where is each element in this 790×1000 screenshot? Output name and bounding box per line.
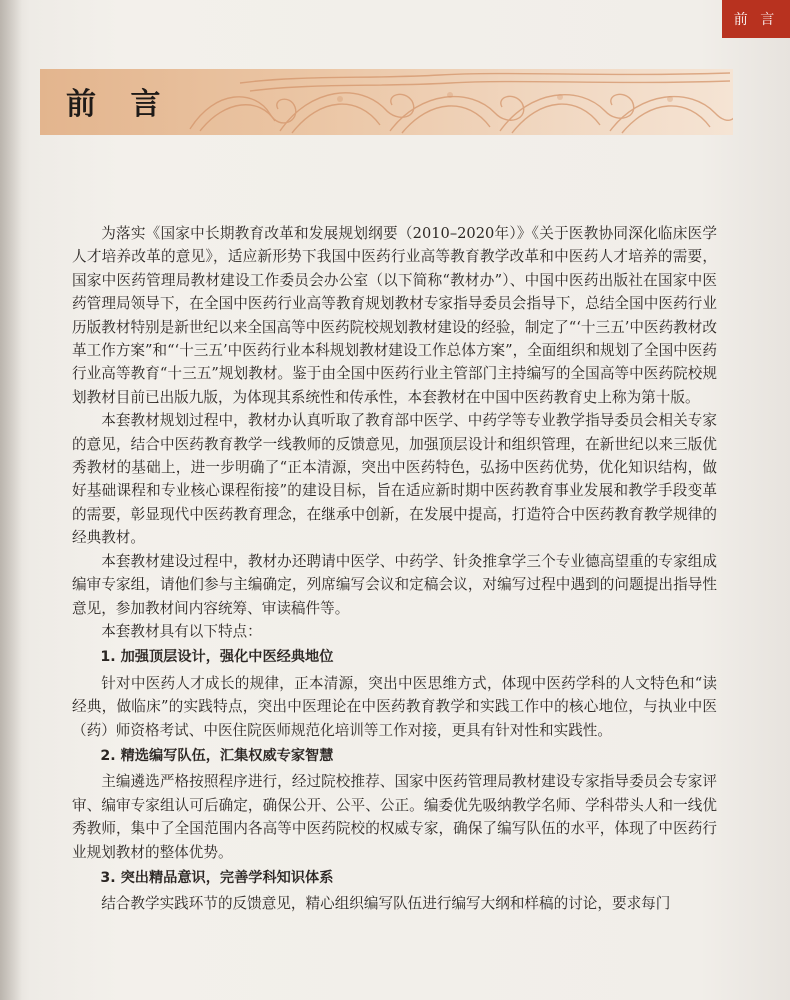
section-heading: 1. 加强顶层设计，强化中医经典地位 [100, 649, 334, 666]
body-text [72, 222, 717, 916]
paragraph: 本套教材建设过程中，教材办还聘请中医学、中药学、针灸推拿学三个专业德高望重的专家组成编审专家组，请他们参与主编确定，列席编写会议和定稿会议，对编写过程中遇到的问题提出指导性意见，参加教材间内容统筹、审读稿件等。 [72, 552, 717, 617]
paragraph: 为落实《国家中长期教育改革和发展规划纲要（2010–2020年）》《关于医教协同深化临床医学人才培养改革的意见》，适应新形势下我国中医药行业高等教育教学改革和中医药人才培养的需要，国家中医药管理局教材建设工作委员会办公室（以下简称“教材办”）、中国中医药出版社在国家中医药管理局领导下，在全国中医药行业高等教育规划教材专家指导委员会指导下，总结全国中医药行业历版教材特别是新世纪以来全国高等中医药院校规划教材建设的经验，制定了“‘十三五’中医药教材改革工作方案”和“‘十三五’中医药行业本科规划教材建设工作总体方案”，全面组织和规划了全国中医药行业高等教育“十三五”规划教材。鉴于由全国中医药行业主管部门主持编写的全国高等中医药院校规划教材目前已出版九版，为体现其系统性和传承性，本套教材在中国中医药教育史上称为第十版。 [72, 225, 717, 406]
section-heading: 3. 突出精品意识，完善学科知识体系 [100, 869, 334, 886]
section-heading: 2. 精选编写队伍，汇集权威专家智慧 [100, 747, 334, 764]
running-head: 前 言 [722, 0, 790, 38]
paragraph: 本套教材具有以下特点： [101, 622, 262, 640]
paragraph: 针对中医药人才成长的规律，正本清源，突出中医思维方式，体现中医药学科的人文特色和“读经典，做临床”的实践特点，突出中医理论在中医药教育教学和实践工作中的核心地位，与执业中医（药）师资格考试、中医住院医师规范化培训等工作对接，更具有针对性和实践性。 [72, 674, 717, 739]
gutter-shadow [0, 0, 22, 1000]
chapter-banner [40, 69, 733, 135]
paragraph: 本套教材规划过程中，教材办认真听取了教育部中医学、中药学等专业教学指导委员会相关专家的意见，结合中医药教育教学一线教师的反馈意见，加强顶层设计和组织管理，在新世纪以来三版优秀教材的基础上，进一步明确了“正本清源，突出中医药特色，弘扬中医药优势，优化知识结构，做好基础课程和专业核心课程衔接”的建设目标，旨在适应新时期中医药教育事业发展和教学手段变革的需要，彰显现代中医药教育理念，在继承中创新，在发展中提高，打造符合中医药教育教学规律的经典教材。 [72, 412, 717, 547]
paragraph: 结合教学实践环节的反馈意见，精心组织编写队伍进行编写大纲和样稿的讨论，要求每门 [101, 895, 671, 913]
chapter-title: 前 言 [66, 87, 173, 122]
paragraph: 主编遴选严格按照程序进行，经过院校推荐、国家中医药管理局教材建设专家指导委员会专家评审、编审专家组认可后确定，确保公开、公平、公正。编委优先吸纳教学名师、学科带头人和一线优秀教师，集中了全国范围内各高等中医药院校的权威专家，确保了编写队伍的水平，体现了中医药行业规划教材的整体优势。 [72, 773, 717, 861]
